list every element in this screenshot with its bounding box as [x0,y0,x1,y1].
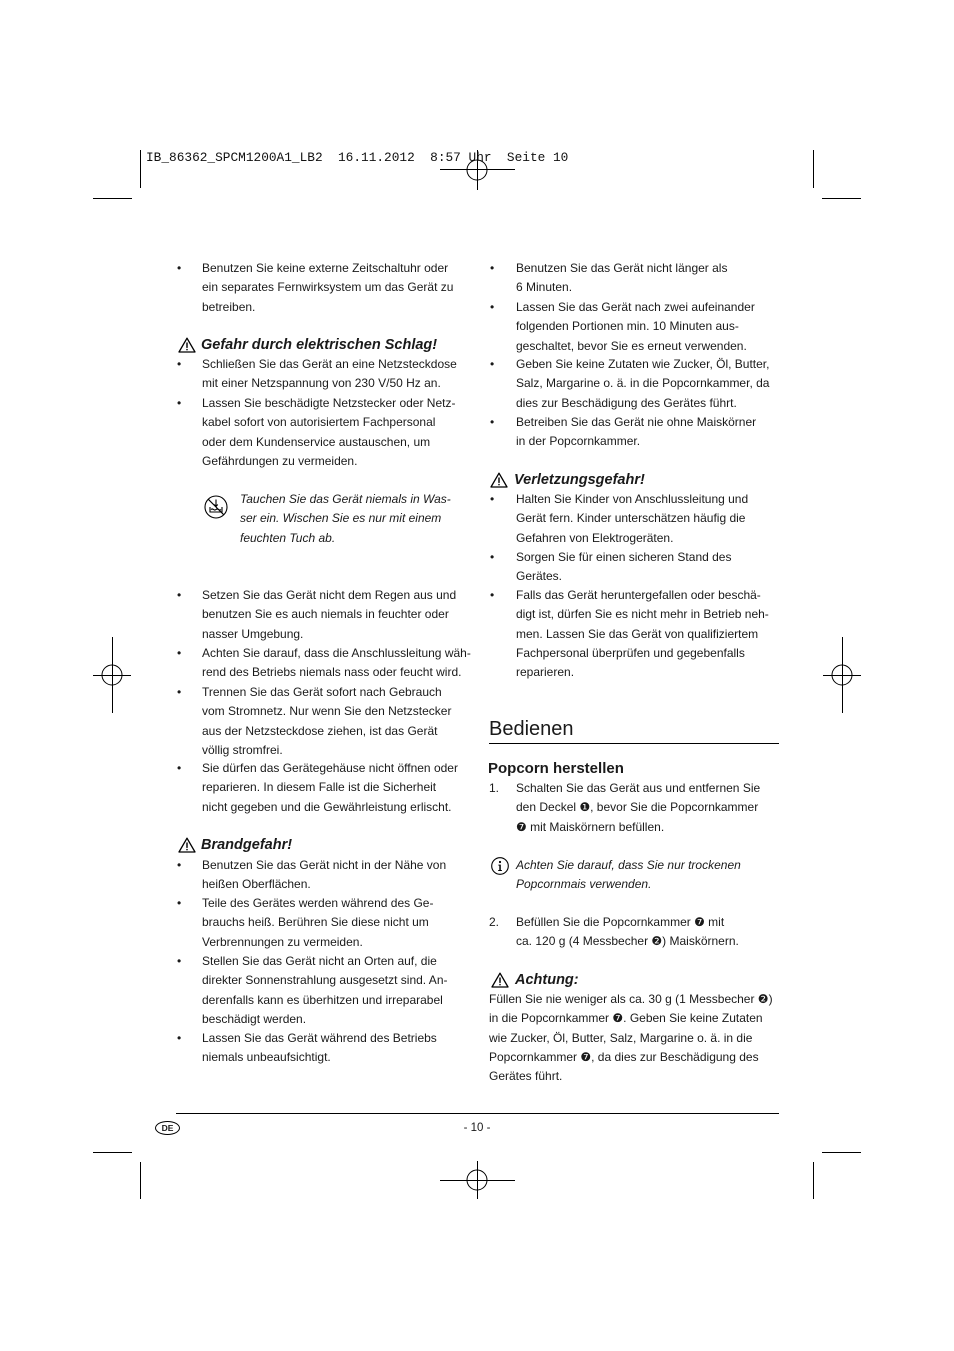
warning-triangle-icon [178,837,196,853]
crop-mark-top-left [93,150,141,199]
text-line: Popcornkammer ❼, da dies zur Beschädigung des [489,1049,759,1064]
text-line: Gerätes. [516,569,563,584]
bullet-item [176,355,457,394]
crop-mark-top-right [814,150,862,199]
bullet-item [176,856,446,895]
text-line: Salz, Margarine o. ä. in die Popcornkammer, da [516,376,770,391]
text-line: niemals unbeaufsichtigt. [202,1050,331,1065]
registration-mark-left [93,637,131,713]
text-line: ein separates Fernwirksystem um das Gerät zu [202,280,454,295]
text-line: Gefährdungen zu vermeiden. [202,453,358,468]
text-line: Gerät fern. Kinder unterschätzen häufig die [516,511,746,526]
section-title-operation: Bedienen [489,718,574,740]
heading-electric-shock [178,335,437,355]
heading-text: Verletzungsgefahr! [514,472,645,488]
text-line: in die Popcornkammer ❼. Geben Sie keine Zutaten [489,1011,763,1026]
bullet-item [489,355,769,413]
text-line: brauchs heiß. Berühren Sie diese nicht um [202,915,429,930]
caution-paragraph [489,990,773,1086]
bullet-item [489,298,755,356]
bullet-item [489,490,748,548]
text-line: • Betreiben Sie das Gerät nie ohne Maiskörner [516,415,757,429]
text-line: mit einer Netzspannung von 230 V/50 Hz an. [202,376,441,391]
text-line: betreiben. [202,299,256,314]
text-line: aus der Netzsteckdose ziehen, ist das Gerät [202,723,438,738]
warning-triangle-icon [178,337,196,353]
text-line: Fachpersonal überprüfen und gegebenfalls [516,645,745,660]
text-line: • Setzen Sie das Gerät nicht dem Regen aus und [202,588,457,602]
no-immersion-icon [204,495,228,519]
heading-fire-hazard [178,835,292,855]
registration-mark-bottom [440,1161,515,1199]
heading-text: Achtung: [515,972,579,988]
text-line: ❼ mit Maiskörnern befüllen. [516,819,665,834]
text-line: benutzen Sie es auch niemals in feuchter oder [202,607,449,622]
text-line: digt ist, dürfen Sie es nicht mehr in Betrieb neh- [516,607,769,622]
text-line: den Deckel ❶, bevor Sie die Popcornkammer [516,800,759,815]
text-line: reparieren. [516,665,575,680]
bullet-item [176,894,433,952]
text-line: • Sorgen Sie für einen sicheren Stand des [516,550,732,564]
right-column [489,250,781,1090]
footer-divider [176,1113,779,1114]
text-line: feuchten Tuch ab. [240,530,336,545]
bullet-item [176,952,447,1029]
text-line: rend des Betriebs niemals nass oder feucht wird. [202,665,462,680]
text-line: • Benutzen Sie das Gerät nicht in der Nähe von [202,858,447,872]
bullet-item [489,548,731,587]
left-column [176,250,471,1090]
heading-caution [491,970,579,990]
text-line: Gefahren von Elektrogeräten. [516,530,674,545]
text-line: • Halten Sie Kinder von Anschlussleitung und [516,492,749,506]
text-line: völlig stromfrei. [202,742,283,757]
text-line: in der Popcornkammer. [516,434,641,449]
text-line: • Benutzen Sie das Gerät nicht länger als [516,261,728,275]
text-line: geschaltet, bevor Sie es erneut verwenden. [516,338,747,353]
text-line: kabel sofort von autorisiertem Fachpersonal [202,415,436,430]
text-line: vom Stromnetz. Nur wenn Sie den Netzstecker [202,704,452,719]
warning-triangle-icon [490,472,508,488]
text-line: heißen Oberflächen. [202,877,311,892]
print-slug-line: IB_86362_SPCM1200A1_LB2 16.11.2012 8:57 Uhr Seite 10 [146,150,569,165]
text-line: wie Zucker, Öl, Butter, Salz, Margarine o. ä. in die [489,1030,753,1045]
text-line: dies zur Beschädigung des Gerätes führt. [516,395,737,410]
crop-mark-bottom-left [93,1153,141,1200]
bullet-item [176,759,458,817]
dry-popcorn-tip [489,856,741,895]
bullet-item [489,259,727,298]
text-line: beschädigt werden. [202,1011,307,1026]
heading-injury-hazard [490,470,645,490]
step-item [489,779,760,837]
text-line: nasser Umgebung. [202,626,304,641]
heading-text: Brandgefahr! [201,837,293,853]
text-line: Befüllen Sie die Popcornkammer ❼ mit [516,915,725,929]
subsection-title-make-popcorn: Popcorn herstellen [488,760,624,777]
text-line: men. Lassen Sie das Gerät von qualifiziertem [516,626,759,641]
bullet-item [176,644,471,683]
text-line: 6 Minuten. [516,280,573,295]
page-number: - 10 - [463,1122,491,1134]
text-line: • Benutzen Sie keine externe Zeitschaltuhr oder [202,261,449,275]
text-line: folgenden Portionen min. 10 Minuten aus- [516,319,739,334]
language-badge: DE [155,1121,180,1135]
text-line: reparieren. In diesem Falle ist die Sicherheit [202,780,437,795]
text-line: • Falls das Gerät heruntergefallen oder beschä- [516,588,761,602]
text-line: • Lassen Sie beschädigte Netzstecker oder Netz- [202,396,456,410]
bullet-item [176,394,455,471]
crop-mark-bottom-right [814,1153,862,1200]
bullet-item [176,259,453,317]
text-line: • Lassen Sie das Gerät nach zwei aufeinander [516,300,755,314]
text-line: nicht gegeben und die Gewährleistung erlischt. [202,799,452,814]
text-line: • Schließen Sie das Gerät an eine Netzsteckdose [202,357,457,371]
text-line: • Sie dürfen das Gerätegehäuse nicht öffnen oder [202,761,458,775]
text-line: • Trennen Sie das Gerät sofort nach Gebrauch [202,685,442,699]
text-line: • Achten Sie darauf, dass die Anschlussleitung wäh- [202,646,471,660]
step-number: 1. [489,781,500,795]
text-line: • Stellen Sie das Gerät nicht an Orten auf, die [202,954,437,968]
text-line: Tauchen Sie das Gerät niemals in Was- [240,492,451,506]
text-line: • Geben Sie keine Zutaten wie Zucker, Öl, Butter, [516,357,770,371]
warning-triangle-icon [491,972,509,988]
text-line: Gerätes führt. [489,1069,563,1084]
bullet-item [176,586,456,644]
text-line: Achten Sie darauf, dass Sie nur trockenen [516,858,741,872]
text-line: Schalten Sie das Gerät aus und entfernen Sie [516,781,761,795]
text-line: ca. 120 g (4 Messbecher ❷) Maiskörnern. [516,934,739,949]
info-icon [491,857,509,875]
heading-text: Gefahr durch elektrischen Schlag! [201,337,438,353]
text-line: derenfalls kann es überhitzen und irreparabel [202,992,443,1007]
text-line: oder dem Kundenservice austauschen, um [202,434,431,449]
bullet-item [176,1029,437,1068]
text-line: direkter Sonnenstrahlung ausgesetzt sind. An- [202,973,448,988]
text-line: • Lassen Sie das Gerät während des Betriebs [202,1031,437,1045]
step-number: 2. [489,915,500,929]
step-item [489,913,739,952]
bullet-item [176,683,451,760]
text-line: • Teile des Gerätes werden während des Ge- [202,896,434,910]
bullet-item [489,586,769,682]
registration-mark-right [823,637,861,713]
text-line: ser ein. Wischen Sie es nur mit einem [240,511,442,526]
text-line: Füllen Sie nie weniger als ca. 30 g (1 Messbecher ❷) [489,992,773,1006]
immersion-warning-note [204,490,451,548]
text-line: Popcornmais verwenden. [516,877,652,892]
section-title-underline [489,743,779,744]
bullet-item [489,413,756,452]
text-line: Verbrennungen zu vermeiden. [202,934,363,949]
